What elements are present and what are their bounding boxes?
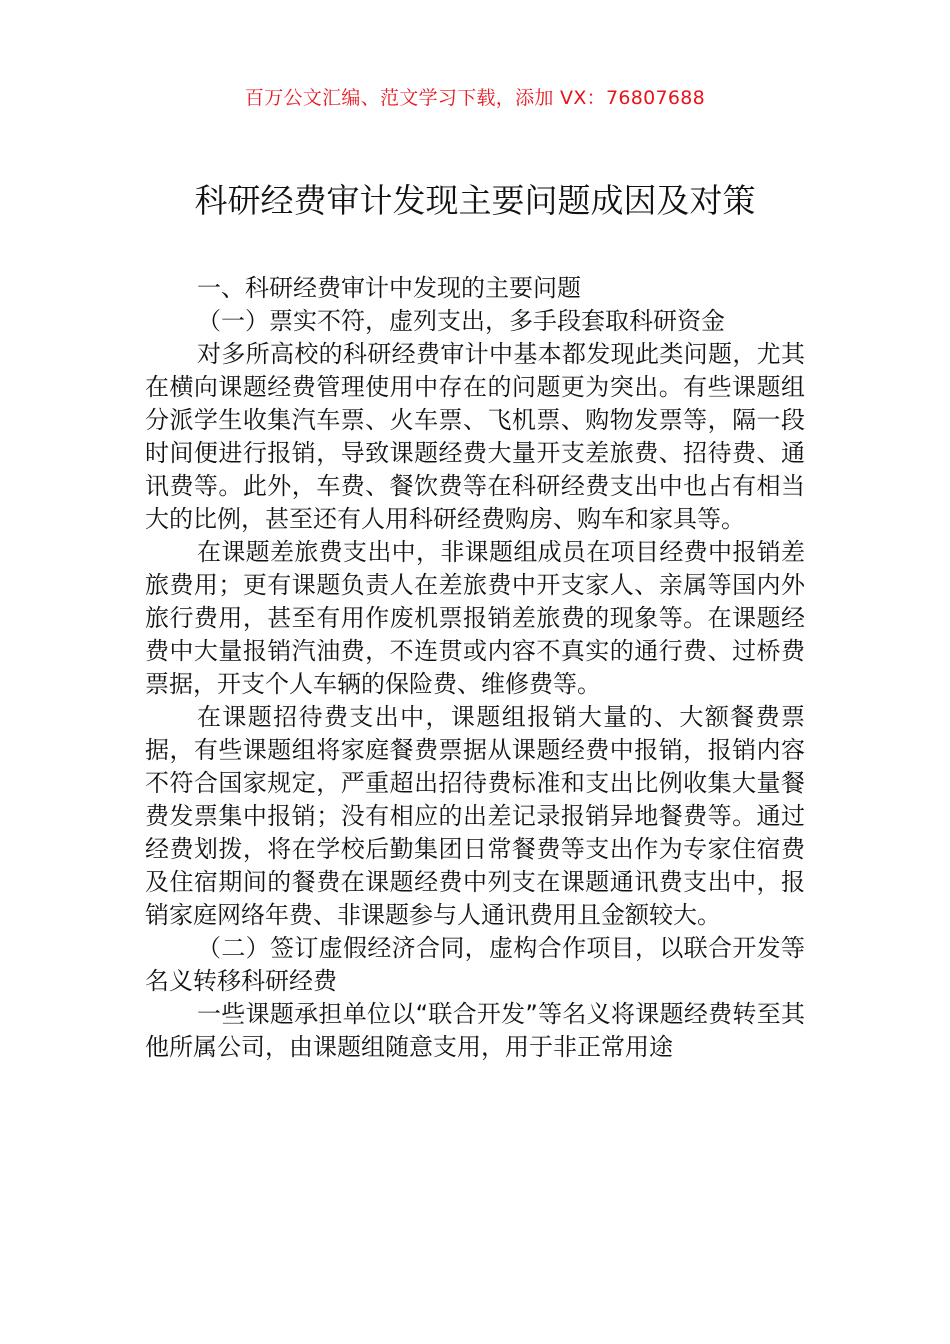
section-heading: 一、科研经费审计中发现的主要问题 [197, 274, 581, 302]
paragraph-1: 对多所高校的科研经费审计中基本都发现此类问题，尤其在横向课题经费管理使用中存在的问题更为突出。有些课题组分派学生收集汽车票、火车票、飞机票、购物发票等，隔一段时间便进行报销，导致课题经费大量开支差旅费、招待费、通讯费等。此外，车费、餐饮费等在科研经费支出中也占有相当大的比例，甚至还有人用科研经费购房、购车和家具等。 [145, 340, 805, 533]
header-note: 百万公文汇编、范文学习下载，添加 VX：76807688 [244, 87, 706, 109]
document-body [145, 272, 805, 1064]
paragraph-3: 在课题招待费支出中，课题组报销大量的、大额餐费票据，有些课题组将家庭餐费票据从课题经费中报销，报销内容不符合国家规定，严重超出招待费标准和支出比例收集大量餐费发票集中报销；没有相应的出差记录报销异地餐费等。通过经费划拨，将在学校后勤集团日常餐费等支出作为专家住宿费及住宿期间的餐费在课题经费中列支在课题通讯费支出中，报销家庭网络年费、非课题参与人通讯费用且金额较大。 [145, 703, 805, 929]
document-title: 科研经费审计发现主要问题成因及对策 [194, 181, 756, 220]
subheading-2: （二）签订虚假经济合同，虚构合作项目，以联合开发等名义转移科研经费 [145, 934, 805, 995]
paragraph-4: 一些课题承担单位以“联合开发”等名义将课题经费转至其他所属公司，由课题组随意支用，用于非正常用途 [145, 1000, 805, 1061]
subheading-1: （一）票实不符，虚列支出，多手段套取科研资金 [197, 307, 725, 335]
paragraph-2: 在课题差旅费支出中，非课题组成员在项目经费中报销差旅费用；更有课题负责人在差旅费中开支家人、亲属等国内外旅行费用，甚至有用作废机票报销差旅费的现象等。在课题经费中大量报销汽油费，不连贯或内容不真实的通行费、过桥费票据，开支个人车辆的保险费、维修费等。 [145, 538, 805, 698]
